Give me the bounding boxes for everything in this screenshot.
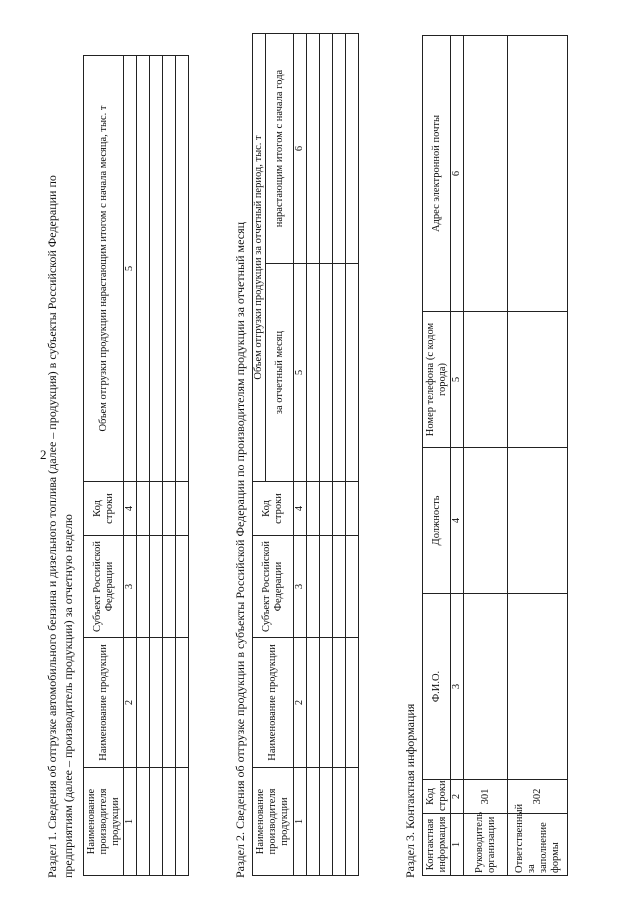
s3-col-number: 3 xyxy=(451,594,464,780)
s3-fio-cell[interactable] xyxy=(464,594,508,780)
s3-col-number: 1 xyxy=(451,814,464,876)
section3-table xyxy=(422,35,568,876)
s2-header-subject: Субъект Российской Федерации xyxy=(253,536,294,638)
s3-phone-cell[interactable] xyxy=(508,312,568,448)
section2-title: Раздел 2. Сведения об отгрузке продукции в субъекты Российской Федерации по производителям продукции за отчетный месяц xyxy=(233,221,247,878)
s1-empty-row xyxy=(163,56,176,876)
s3-header-fio: Ф.И.О. xyxy=(423,594,451,780)
s3-header-phone: Номер телефона (с кодом города) xyxy=(423,312,451,448)
s2-subheader-year: нарастающим итогом с начала года xyxy=(266,33,294,263)
s1-header-subject: Субъект Российской Федерации xyxy=(84,536,124,638)
s3-header-email: Адрес электронной почты xyxy=(423,36,451,312)
rotated-page-content xyxy=(36,20,596,880)
s2-col-number: 5 xyxy=(294,264,307,482)
s3-row-code: 301 xyxy=(464,780,508,814)
s2-empty-row xyxy=(346,33,359,875)
s3-header-code: Код строки xyxy=(423,780,451,814)
s1-header-producer: Наименование производителя продукции xyxy=(84,768,124,876)
section1-title-line2: предприятиям (далее – производитель продукции) за отчетную неделю xyxy=(61,514,75,878)
s1-col-number: 5 xyxy=(124,56,137,482)
s1-header-volume: Объем отгрузки продукции нарастающим итогом с начала месяца, тыс. т xyxy=(84,56,124,482)
s1-empty-row xyxy=(137,56,150,876)
s2-empty-row xyxy=(333,33,346,875)
s1-header-product: Наименование продукции xyxy=(84,638,124,768)
s1-empty-row xyxy=(176,56,189,876)
s3-col-number: 5 xyxy=(451,312,464,448)
s2-subheader-month: за отчетный месяц xyxy=(266,264,294,482)
s3-header-contact: Контактная информация xyxy=(423,814,451,876)
s1-col-number: 2 xyxy=(124,638,137,768)
s3-row-label: Руководитель организации xyxy=(464,814,508,876)
s3-col-number: 2 xyxy=(451,780,464,814)
s3-position-cell[interactable] xyxy=(464,448,508,594)
s2-col-number: 6 xyxy=(294,33,307,263)
section3-title: Раздел 3. Контактная информация xyxy=(403,703,417,878)
section1-title-line1: Раздел 1. Сведения об отгрузке автомобильного бензина и дизельного топлива (далее – продукция) в субъекты Российской Федерации по xyxy=(45,175,59,878)
section2-table xyxy=(252,33,359,876)
s2-col-number: 1 xyxy=(294,768,307,876)
s2-col-number: 3 xyxy=(294,536,307,638)
s3-row-head xyxy=(464,36,508,876)
s1-header-code: Код строки xyxy=(84,482,124,536)
s2-col-number: 2 xyxy=(294,638,307,768)
s3-position-cell[interactable] xyxy=(508,448,568,594)
s3-email-cell[interactable] xyxy=(508,36,568,312)
s1-col-number: 4 xyxy=(124,482,137,536)
s2-header-product: Наименование продукции xyxy=(253,638,294,768)
s3-email-cell[interactable] xyxy=(464,36,508,312)
s3-phone-cell[interactable] xyxy=(464,312,508,448)
s2-empty-row xyxy=(320,33,333,875)
page-number: 2 xyxy=(40,447,47,462)
s3-row-responsible xyxy=(508,36,568,876)
s2-header-volume-group: Объем отгрузки продукции за отчетный период, тыс. т xyxy=(253,33,266,481)
s3-header-position: Должность xyxy=(423,448,451,594)
s3-col-number: 6 xyxy=(451,36,464,312)
s1-col-number: 1 xyxy=(124,768,137,876)
s3-col-number: 4 xyxy=(451,448,464,594)
s3-fio-cell[interactable] xyxy=(508,594,568,780)
s3-row-code: 302 xyxy=(508,780,568,814)
s3-row-label: Ответственный за заполнение формы xyxy=(508,814,568,876)
section1-table xyxy=(83,55,189,876)
s2-header-code: Код строки xyxy=(253,482,294,536)
s2-empty-row xyxy=(307,33,320,875)
s1-col-number: 3 xyxy=(124,536,137,638)
s2-col-number: 4 xyxy=(294,482,307,536)
s2-header-producer: Наименование производителя продукции xyxy=(253,768,294,876)
s1-empty-row xyxy=(150,56,163,876)
